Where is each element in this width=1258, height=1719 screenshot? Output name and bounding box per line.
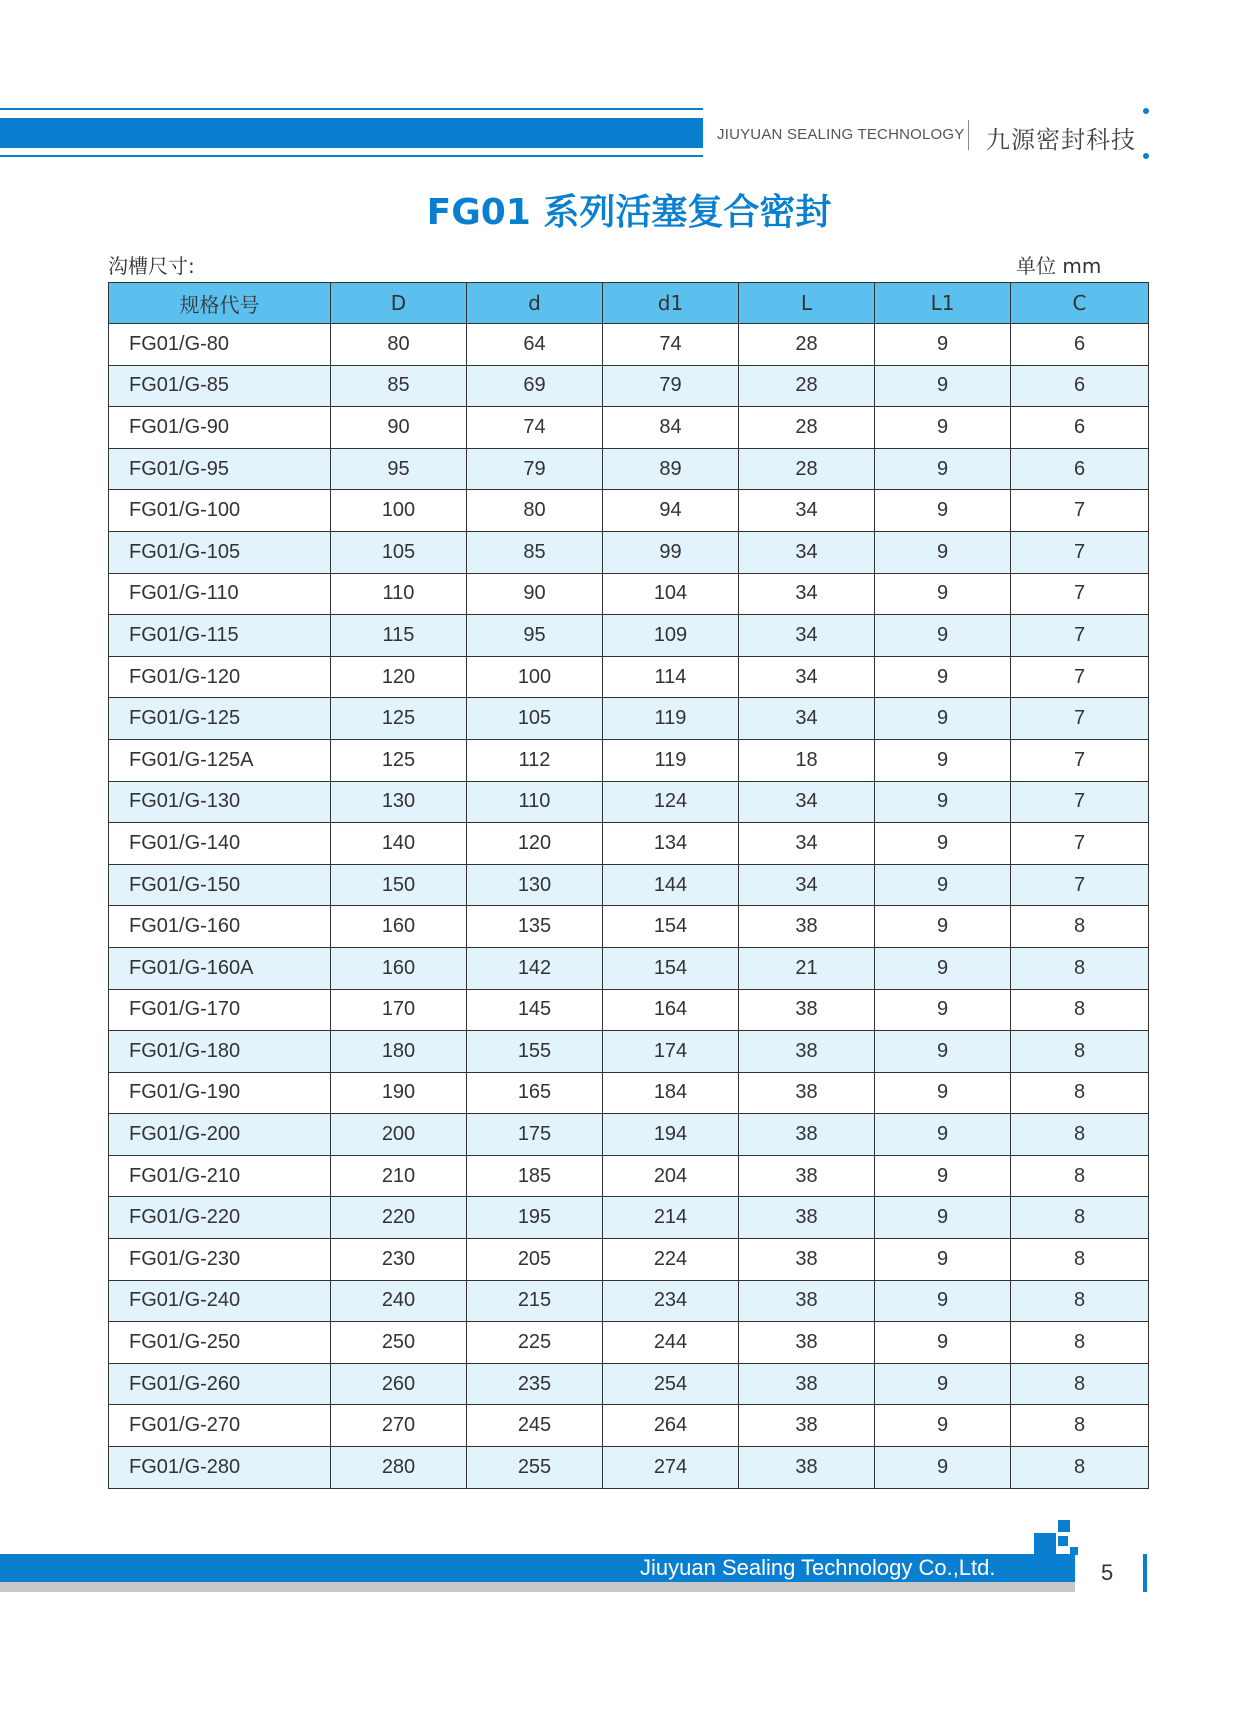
value-cell: 224: [603, 1239, 739, 1281]
value-cell: 154: [603, 947, 739, 989]
spec-code-cell: FG01/G-80: [109, 324, 331, 366]
column-header: 规格代号: [109, 283, 331, 324]
table-row: [109, 1197, 1149, 1239]
table-row: [109, 906, 1149, 948]
value-cell: 79: [467, 448, 603, 490]
value-cell: 8: [1011, 1239, 1149, 1281]
spec-code-cell: FG01/G-170: [109, 989, 331, 1031]
value-cell: 140: [331, 823, 467, 865]
table-row: [109, 1405, 1149, 1447]
value-cell: 7: [1011, 698, 1149, 740]
value-cell: 190: [331, 1072, 467, 1114]
page-marker: [1143, 1554, 1147, 1592]
value-cell: 150: [331, 864, 467, 906]
spec-code-cell: FG01/G-85: [109, 365, 331, 407]
value-cell: 84: [603, 407, 739, 449]
value-cell: 160: [331, 906, 467, 948]
footer-gray-strip: [0, 1582, 1075, 1592]
value-cell: 8: [1011, 989, 1149, 1031]
value-cell: 174: [603, 1031, 739, 1073]
value-cell: 130: [467, 864, 603, 906]
value-cell: 134: [603, 823, 739, 865]
value-cell: 38: [739, 1155, 875, 1197]
header-line-bottom: [0, 155, 703, 157]
value-cell: 105: [331, 531, 467, 573]
value-cell: 100: [467, 656, 603, 698]
value-cell: 80: [467, 490, 603, 532]
column-header: L: [739, 283, 875, 324]
value-cell: 7: [1011, 573, 1149, 615]
value-cell: 8: [1011, 947, 1149, 989]
footer-company: Jiuyuan Sealing Technology Co.,Ltd.: [640, 1555, 996, 1580]
value-cell: 28: [739, 324, 875, 366]
value-cell: 85: [331, 365, 467, 407]
unit-label: 单位 mm: [1016, 254, 1102, 278]
value-cell: 125: [331, 698, 467, 740]
value-cell: 155: [467, 1031, 603, 1073]
value-cell: 105: [467, 698, 603, 740]
value-cell: 8: [1011, 1031, 1149, 1073]
value-cell: 34: [739, 823, 875, 865]
value-cell: 180: [331, 1031, 467, 1073]
spec-code-cell: FG01/G-280: [109, 1447, 331, 1489]
value-cell: 210: [331, 1155, 467, 1197]
value-cell: 142: [467, 947, 603, 989]
value-cell: 100: [331, 490, 467, 532]
value-cell: 90: [467, 573, 603, 615]
table-row: [109, 823, 1149, 865]
value-cell: 274: [603, 1447, 739, 1489]
value-cell: 38: [739, 1197, 875, 1239]
value-cell: 9: [875, 989, 1011, 1031]
value-cell: 9: [875, 1239, 1011, 1281]
spec-table: [108, 282, 1149, 1489]
value-cell: 99: [603, 531, 739, 573]
value-cell: 94: [603, 490, 739, 532]
table-row: [109, 615, 1149, 657]
value-cell: 120: [467, 823, 603, 865]
page-title: FG01 系列活塞复合密封: [426, 192, 832, 233]
value-cell: 119: [603, 739, 739, 781]
value-cell: 7: [1011, 864, 1149, 906]
value-cell: 38: [739, 1363, 875, 1405]
decor-dot-bottom: [1143, 153, 1149, 159]
table-body: [109, 324, 1149, 1489]
value-cell: 9: [875, 656, 1011, 698]
spec-code-cell: FG01/G-180: [109, 1031, 331, 1073]
value-cell: 89: [603, 448, 739, 490]
table-row: [109, 365, 1149, 407]
value-cell: 9: [875, 1197, 1011, 1239]
value-cell: 240: [331, 1280, 467, 1322]
value-cell: 80: [331, 324, 467, 366]
column-header: D: [331, 283, 467, 324]
value-cell: 255: [467, 1447, 603, 1489]
table-row: [109, 947, 1149, 989]
value-cell: 7: [1011, 490, 1149, 532]
value-cell: 38: [739, 1072, 875, 1114]
table-row: [109, 448, 1149, 490]
value-cell: 115: [331, 615, 467, 657]
value-cell: 34: [739, 531, 875, 573]
value-cell: 38: [739, 1322, 875, 1364]
value-cell: 74: [603, 324, 739, 366]
spec-code-cell: FG01/G-95: [109, 448, 331, 490]
spec-code-cell: FG01/G-270: [109, 1405, 331, 1447]
table-row: [109, 739, 1149, 781]
spec-code-cell: FG01/G-120: [109, 656, 331, 698]
spec-code-cell: FG01/G-220: [109, 1197, 331, 1239]
value-cell: 9: [875, 448, 1011, 490]
table-row: [109, 1280, 1149, 1322]
value-cell: 7: [1011, 739, 1149, 781]
value-cell: 260: [331, 1363, 467, 1405]
value-cell: 9: [875, 698, 1011, 740]
value-cell: 28: [739, 407, 875, 449]
value-cell: 9: [875, 1155, 1011, 1197]
value-cell: 225: [467, 1322, 603, 1364]
value-cell: 170: [331, 989, 467, 1031]
value-cell: 7: [1011, 823, 1149, 865]
value-cell: 8: [1011, 1363, 1149, 1405]
spec-code-cell: FG01/G-110: [109, 573, 331, 615]
value-cell: 145: [467, 989, 603, 1031]
value-cell: 215: [467, 1280, 603, 1322]
spec-code-cell: FG01/G-210: [109, 1155, 331, 1197]
value-cell: 160: [331, 947, 467, 989]
value-cell: 120: [331, 656, 467, 698]
value-cell: 9: [875, 490, 1011, 532]
table-header-row: [109, 283, 1149, 324]
spec-code-cell: FG01/G-230: [109, 1239, 331, 1281]
value-cell: 34: [739, 490, 875, 532]
value-cell: 205: [467, 1239, 603, 1281]
column-header: C: [1011, 283, 1149, 324]
value-cell: 6: [1011, 324, 1149, 366]
value-cell: 130: [331, 781, 467, 823]
spec-code-cell: FG01/G-250: [109, 1322, 331, 1364]
value-cell: 244: [603, 1322, 739, 1364]
page-number: 5: [1101, 1560, 1114, 1585]
value-cell: 9: [875, 324, 1011, 366]
spec-code-cell: FG01/G-105: [109, 531, 331, 573]
value-cell: 185: [467, 1155, 603, 1197]
value-cell: 64: [467, 324, 603, 366]
value-cell: 34: [739, 573, 875, 615]
value-cell: 28: [739, 365, 875, 407]
value-cell: 9: [875, 781, 1011, 823]
value-cell: 18: [739, 739, 875, 781]
table-row: [109, 656, 1149, 698]
spec-code-cell: FG01/G-160: [109, 906, 331, 948]
value-cell: 9: [875, 823, 1011, 865]
table-row: [109, 989, 1149, 1031]
value-cell: 85: [467, 531, 603, 573]
spec-code-cell: FG01/G-100: [109, 490, 331, 532]
table-row: [109, 407, 1149, 449]
spec-code-cell: FG01/G-160A: [109, 947, 331, 989]
value-cell: 8: [1011, 1447, 1149, 1489]
value-cell: 245: [467, 1405, 603, 1447]
spec-code-cell: FG01/G-140: [109, 823, 331, 865]
value-cell: 125: [331, 739, 467, 781]
value-cell: 9: [875, 1447, 1011, 1489]
value-cell: 8: [1011, 1280, 1149, 1322]
value-cell: 9: [875, 365, 1011, 407]
value-cell: 7: [1011, 781, 1149, 823]
value-cell: 144: [603, 864, 739, 906]
value-cell: 79: [603, 365, 739, 407]
value-cell: 264: [603, 1405, 739, 1447]
table-row: [109, 1114, 1149, 1156]
value-cell: 9: [875, 864, 1011, 906]
table-row: [109, 1363, 1149, 1405]
value-cell: 8: [1011, 1405, 1149, 1447]
value-cell: 204: [603, 1155, 739, 1197]
header-bar: [0, 118, 703, 148]
value-cell: 200: [331, 1114, 467, 1156]
value-cell: 38: [739, 1280, 875, 1322]
value-cell: 38: [739, 1405, 875, 1447]
spec-code-cell: FG01/G-130: [109, 781, 331, 823]
value-cell: 95: [467, 615, 603, 657]
table-row: [109, 1447, 1149, 1489]
value-cell: 110: [467, 781, 603, 823]
value-cell: 69: [467, 365, 603, 407]
value-cell: 38: [739, 989, 875, 1031]
value-cell: 154: [603, 906, 739, 948]
value-cell: 9: [875, 1072, 1011, 1114]
value-cell: 8: [1011, 906, 1149, 948]
spec-code-cell: FG01/G-200: [109, 1114, 331, 1156]
header-company-cn: 九源密封科技: [986, 126, 1136, 154]
header-line-top: [0, 108, 703, 110]
value-cell: 34: [739, 698, 875, 740]
value-cell: 8: [1011, 1322, 1149, 1364]
value-cell: 6: [1011, 365, 1149, 407]
value-cell: 34: [739, 656, 875, 698]
value-cell: 8: [1011, 1072, 1149, 1114]
spec-code-cell: FG01/G-150: [109, 864, 331, 906]
header-separator: [968, 120, 969, 150]
value-cell: 7: [1011, 656, 1149, 698]
value-cell: 9: [875, 1114, 1011, 1156]
value-cell: 8: [1011, 1155, 1149, 1197]
value-cell: 9: [875, 906, 1011, 948]
value-cell: 270: [331, 1405, 467, 1447]
value-cell: 280: [331, 1447, 467, 1489]
value-cell: 112: [467, 739, 603, 781]
header-company-en: JIUYUAN SEALING TECHNOLOGY: [717, 126, 965, 143]
value-cell: 230: [331, 1239, 467, 1281]
value-cell: 124: [603, 781, 739, 823]
value-cell: 235: [467, 1363, 603, 1405]
value-cell: 214: [603, 1197, 739, 1239]
value-cell: 195: [467, 1197, 603, 1239]
value-cell: 6: [1011, 407, 1149, 449]
value-cell: 38: [739, 1031, 875, 1073]
value-cell: 234: [603, 1280, 739, 1322]
table-row: [109, 324, 1149, 366]
value-cell: 9: [875, 531, 1011, 573]
value-cell: 165: [467, 1072, 603, 1114]
spec-code-cell: FG01/G-115: [109, 615, 331, 657]
value-cell: 34: [739, 781, 875, 823]
value-cell: 9: [875, 1031, 1011, 1073]
value-cell: 135: [467, 906, 603, 948]
spec-code-cell: FG01/G-125A: [109, 739, 331, 781]
value-cell: 109: [603, 615, 739, 657]
value-cell: 21: [739, 947, 875, 989]
value-cell: 9: [875, 615, 1011, 657]
spec-code-cell: FG01/G-125: [109, 698, 331, 740]
value-cell: 9: [875, 573, 1011, 615]
table-row: [109, 864, 1149, 906]
table-row: [109, 698, 1149, 740]
value-cell: 104: [603, 573, 739, 615]
value-cell: 9: [875, 1322, 1011, 1364]
spec-code-cell: FG01/G-240: [109, 1280, 331, 1322]
column-header: d1: [603, 283, 739, 324]
value-cell: 38: [739, 906, 875, 948]
table-row: [109, 531, 1149, 573]
table-row: [109, 1239, 1149, 1281]
table-row: [109, 1155, 1149, 1197]
value-cell: 7: [1011, 531, 1149, 573]
value-cell: 9: [875, 739, 1011, 781]
table-row: [109, 1072, 1149, 1114]
value-cell: 250: [331, 1322, 467, 1364]
value-cell: 6: [1011, 448, 1149, 490]
value-cell: 34: [739, 864, 875, 906]
table-row: [109, 781, 1149, 823]
value-cell: 74: [467, 407, 603, 449]
value-cell: 34: [739, 615, 875, 657]
value-cell: 38: [739, 1239, 875, 1281]
spec-code-cell: FG01/G-190: [109, 1072, 331, 1114]
column-header: L1: [875, 283, 1011, 324]
value-cell: 164: [603, 989, 739, 1031]
value-cell: 194: [603, 1114, 739, 1156]
value-cell: 119: [603, 698, 739, 740]
value-cell: 254: [603, 1363, 739, 1405]
value-cell: 220: [331, 1197, 467, 1239]
column-header: d: [467, 283, 603, 324]
value-cell: 175: [467, 1114, 603, 1156]
value-cell: 9: [875, 1280, 1011, 1322]
value-cell: 184: [603, 1072, 739, 1114]
value-cell: 7: [1011, 615, 1149, 657]
value-cell: 95: [331, 448, 467, 490]
value-cell: 8: [1011, 1197, 1149, 1239]
groove-dimensions-label: 沟槽尺寸:: [108, 254, 195, 278]
value-cell: 38: [739, 1114, 875, 1156]
decor-dot-top: [1143, 108, 1149, 114]
value-cell: 9: [875, 947, 1011, 989]
value-cell: 8: [1011, 1114, 1149, 1156]
value-cell: 9: [875, 407, 1011, 449]
table-row: [109, 1031, 1149, 1073]
value-cell: 114: [603, 656, 739, 698]
value-cell: 110: [331, 573, 467, 615]
value-cell: 9: [875, 1363, 1011, 1405]
value-cell: 90: [331, 407, 467, 449]
value-cell: 9: [875, 1405, 1011, 1447]
table-row: [109, 1322, 1149, 1364]
value-cell: 28: [739, 448, 875, 490]
spec-code-cell: FG01/G-90: [109, 407, 331, 449]
table-row: [109, 573, 1149, 615]
spec-code-cell: FG01/G-260: [109, 1363, 331, 1405]
table-row: [109, 490, 1149, 532]
value-cell: 38: [739, 1447, 875, 1489]
